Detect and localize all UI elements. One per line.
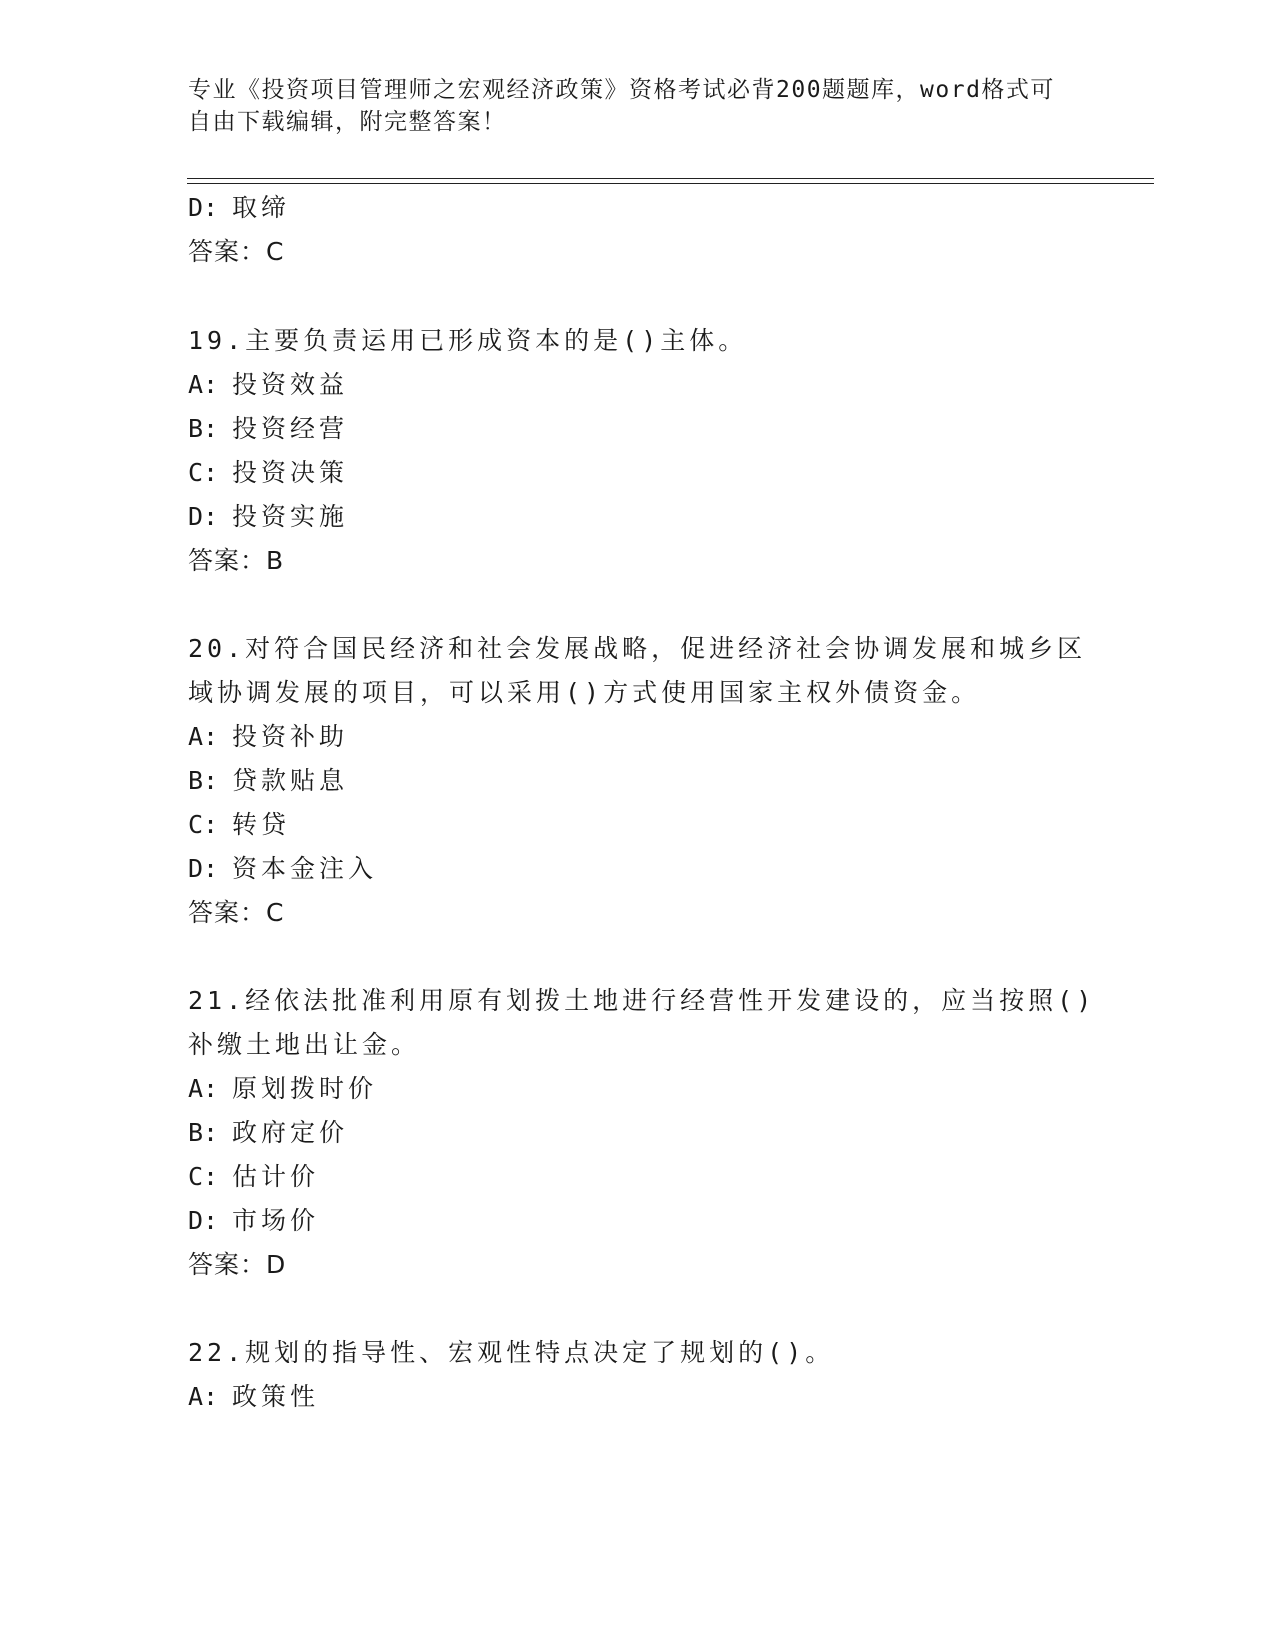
option-key: D: [188,1206,219,1235]
option-text: 资本金注入 [232,854,378,883]
option-line [188,721,348,753]
question-text: 19.主要负责运用已形成资本的是()主体。 [188,326,748,355]
option-line [188,457,348,489]
option-text: 取缔 [232,193,291,222]
header-line-1: 专业《投资项目管理师之宏观经济政策》资格考试必背200题题库，word格式可 [188,77,1055,103]
option-text: 市场价 [232,1206,320,1235]
option-line [188,1205,319,1237]
option-line [188,1117,348,1149]
option-key: A: [188,1382,219,1411]
header-divider-top [187,178,1154,179]
option-key: B: [188,1118,219,1147]
answer-line: 答案：D [188,1250,287,1279]
option-text: 转贷 [232,810,291,839]
question-text: 21.经依法批准利用原有划拨土地进行经营性开发建设的，应当按照() [188,986,1096,1015]
option-text: 投资补助 [232,722,349,751]
option-line [188,192,290,224]
option-key: B: [188,414,219,443]
question-text: 补缴土地出让金。 [188,1030,421,1059]
option-line [188,1073,377,1105]
option-line [188,1381,319,1413]
option-text: 投资效益 [232,370,349,399]
option-key: D: [188,854,219,883]
option-text: 政府定价 [232,1118,349,1147]
option-text: 政策性 [232,1382,320,1411]
option-line [188,1161,319,1193]
option-line [188,765,348,797]
option-text: 原划拨时价 [232,1074,378,1103]
option-key: D: [188,193,219,222]
option-key: A: [188,370,219,399]
option-text: 投资决策 [232,458,349,487]
option-text: 投资经营 [232,414,349,443]
option-key: C: [188,810,219,839]
option-line [188,809,290,841]
answer-line: 答案：B [188,546,285,575]
option-text: 估计价 [232,1162,320,1191]
option-key: C: [188,1162,219,1191]
answer-line: 答案：C [188,898,285,927]
header-divider-bottom [187,183,1154,184]
option-key: B: [188,766,219,795]
option-line [188,413,348,445]
option-line [188,369,348,401]
option-line [188,501,348,533]
option-key: C: [188,458,219,487]
option-text: 贷款贴息 [232,766,349,795]
header-line-2: 自由下载编辑，附完整答案！ [188,109,507,135]
answer-line: 答案：C [188,237,285,266]
question-text: 22.规划的指导性、宏观性特点决定了规划的()。 [188,1338,835,1367]
option-key: A: [188,722,219,751]
question-text: 20.对符合国民经济和社会发展战略，促进经济社会协调发展和城乡区 [188,634,1087,663]
document-header [188,74,1078,138]
option-key: A: [188,1074,219,1103]
option-text: 投资实施 [232,502,349,531]
question-text: 域协调发展的项目，可以采用()方式使用国家主权外债资金。 [188,678,981,707]
option-line [188,853,377,885]
option-key: D: [188,502,219,531]
